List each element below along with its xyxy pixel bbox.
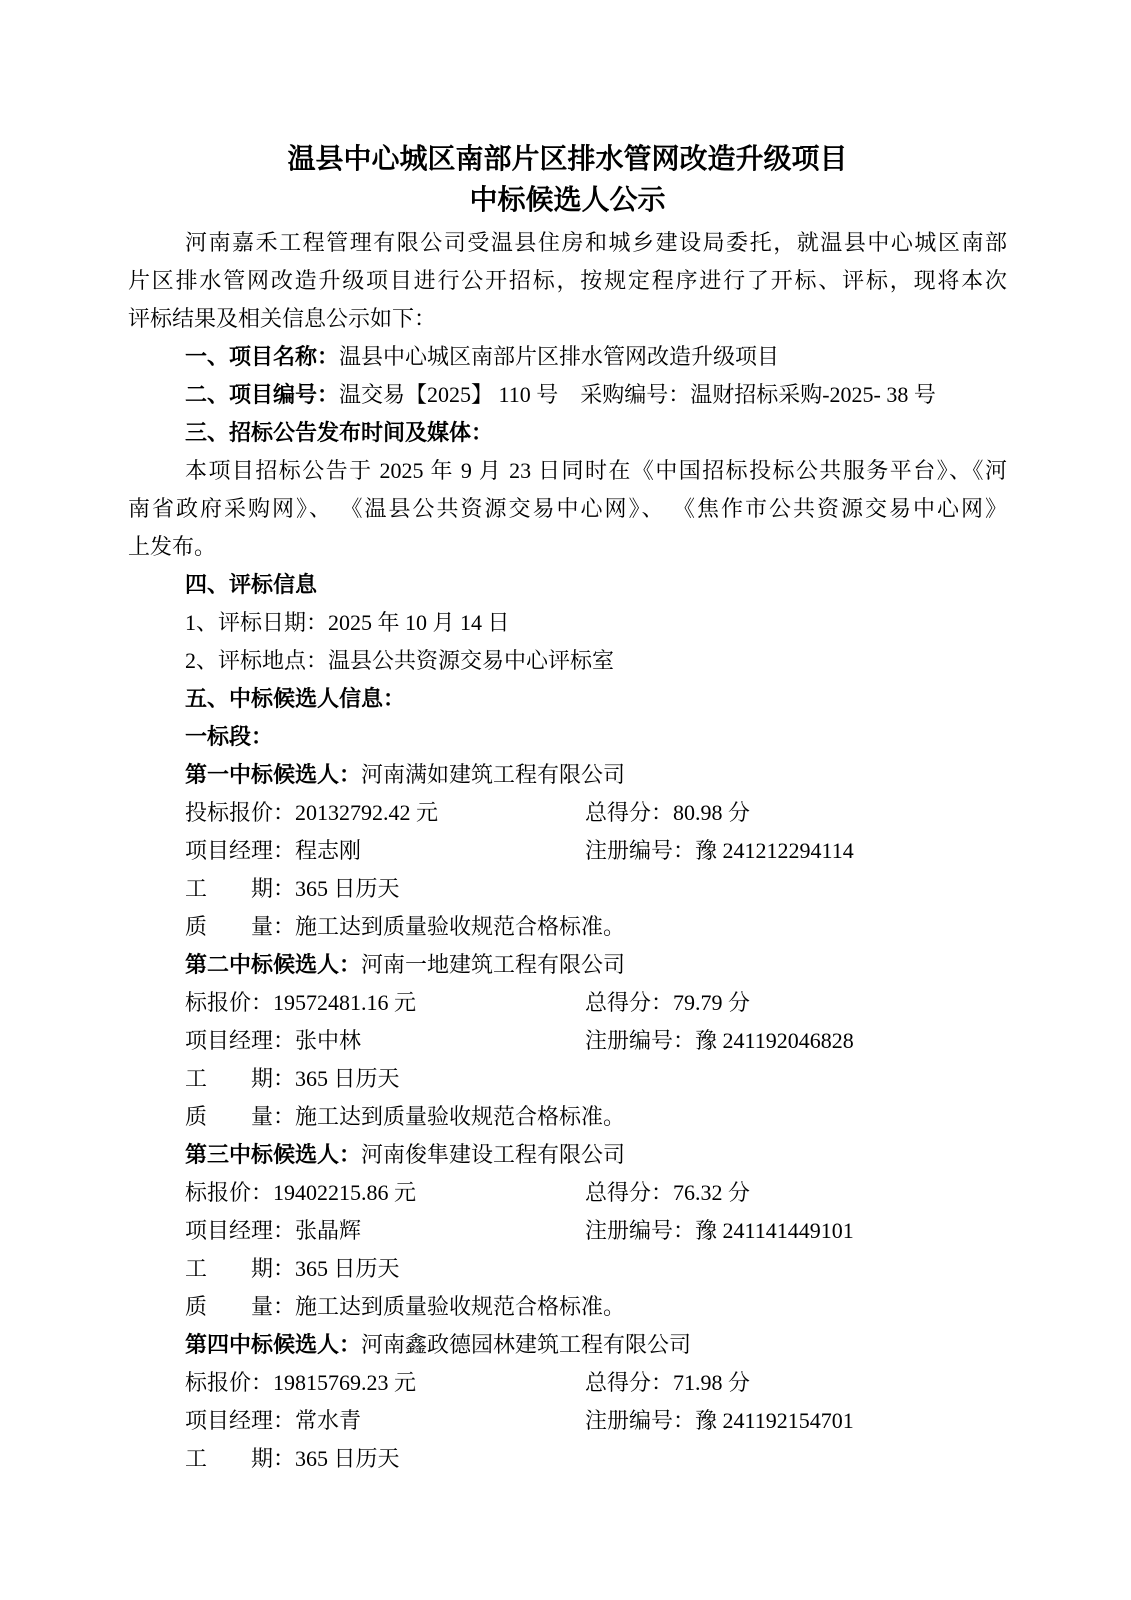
candidate-4-duration-row [128,1440,1007,1478]
price-value: 19402215.86 元 [273,1180,417,1205]
price-value: 20132792.42 元 [295,800,439,825]
registration-label: 注册编号： [585,1218,696,1243]
quality-label: 质 量： [185,1294,296,1319]
candidate-3-company: 河南俊隼建设工程有限公司 [361,1142,626,1167]
manager-value: 张晶辉 [295,1218,362,1243]
candidate-4-company: 河南鑫政德园林建筑工程有限公司 [361,1332,692,1357]
section-5-heading: 五、中标候选人信息： [185,686,406,711]
candidate-2-price-row [128,984,1007,1022]
evaluation-place: 2、评标地点：温县公共资源交易中心评标室 [185,648,615,673]
duration-label: 工 期： [185,1446,296,1471]
section-4-heading: 四、评标信息 [185,572,318,597]
candidate-1-rank-label: 第一中标候选人： [185,762,362,787]
document-body [128,224,1007,1478]
candidate-1-manager-row [128,832,1007,870]
intro-line: 河南嘉禾工程管理有限公司受温县住房和城乡建设局委托，就温县中心城区南部 [185,230,1007,255]
price-value: 19815769.23 元 [273,1370,417,1395]
evaluation-date: 1、评标日期：2025 年 10 月 14 日 [185,610,510,635]
section-1-label: 一、项目名称： [185,344,340,369]
quality-label: 质 量： [185,1104,296,1129]
section-3-heading: 三、招标公告发布时间及媒体： [185,420,494,445]
manager-value: 张中林 [295,1028,362,1053]
duration-label: 工 期： [185,1066,296,1091]
candidate-2-duration-row [128,1060,1007,1098]
score-value: 71.98 分 [673,1370,751,1395]
registration-value: 豫 241141449101 [695,1218,854,1243]
manager-value: 常水青 [295,1408,362,1433]
candidate-2-quality-row [128,1098,1007,1136]
manager-label: 项目经理： [185,838,296,863]
price-label: 投标报价： [185,800,296,825]
candidate-3-manager-row [128,1212,1007,1250]
score-label: 总得分： [585,990,674,1015]
candidate-2-rank-label: 第二中标候选人： [185,952,362,977]
announcement-line: 南省政府采购网》、 《温县公共资源交易中心网》、 《焦作市公共资源交易中心网》 [128,496,1007,521]
quality-label: 质 量： [185,914,296,939]
candidate-3-heading [128,1136,1007,1174]
section-1-project-name [128,338,1007,376]
price-label: 标报价： [185,1180,274,1205]
duration-value: 365 日历天 [295,1256,400,1281]
candidate-2-manager-row [128,1022,1007,1060]
candidate-4-rank-label: 第四中标候选人： [185,1332,362,1357]
candidate-4-price-row [128,1364,1007,1402]
candidate-2-heading [128,946,1007,984]
duration-value: 365 日历天 [295,1446,400,1471]
candidate-1-quality-row [128,908,1007,946]
candidate-1-company: 河南满如建筑工程有限公司 [361,762,626,787]
candidate-1-duration-row [128,870,1007,908]
candidate-3-duration-row [128,1250,1007,1288]
candidate-2-company: 河南一地建筑工程有限公司 [361,952,626,977]
quality-value: 施工达到质量验收规范合格标准。 [295,1294,626,1319]
candidate-4-manager-row [128,1402,1007,1440]
candidate-3-price-row [128,1174,1007,1212]
registration-label: 注册编号： [585,1408,696,1433]
registration-value: 豫 241192046828 [695,1028,854,1053]
candidate-3-rank-label: 第三中标候选人： [185,1142,362,1167]
registration-label: 注册编号： [585,1028,696,1053]
score-value: 80.98 分 [673,800,751,825]
score-label: 总得分： [585,1180,674,1205]
document-title [128,138,1007,220]
duration-value: 365 日历天 [295,876,400,901]
bid-section-label: 一标段： [185,724,274,749]
section-2-value: 温交易【2025】 110 号 采购编号：温财招标采购-2025- 38 号 [339,382,936,407]
score-label: 总得分： [585,800,674,825]
section-2-label: 二、项目编号： [185,382,340,407]
registration-label: 注册编号： [585,838,696,863]
price-label: 标报价： [185,1370,274,1395]
quality-value: 施工达到质量验收规范合格标准。 [295,1104,626,1129]
candidate-3-quality-row [128,1288,1007,1326]
score-value: 76.32 分 [673,1180,751,1205]
candidate-1-heading [128,756,1007,794]
manager-value: 程志刚 [295,838,362,863]
price-label: 标报价： [185,990,274,1015]
score-value: 79.79 分 [673,990,751,1015]
title-line-1: 温县中心城区南部片区排水管网改造升级项目 [287,143,848,174]
title-line-2: 中标候选人公示 [469,184,666,215]
manager-label: 项目经理： [185,1408,296,1433]
manager-label: 项目经理： [185,1028,296,1053]
manager-label: 项目经理： [185,1218,296,1243]
candidate-1-price-row [128,794,1007,832]
score-label: 总得分： [585,1370,674,1395]
price-value: 19572481.16 元 [273,990,417,1015]
section-1-value: 温县中心城区南部片区排水管网改造升级项目 [339,344,780,369]
duration-label: 工 期： [185,876,296,901]
announcement-line: 本项目招标公告于 2025 年 9 月 23 日同时在《中国招标投标公共服务平台》、《河 [185,458,1007,483]
intro-line: 评标结果及相关信息公示如下： [128,306,437,331]
intro-line: 片区排水管网改造升级项目进行公开招标，按规定程序进行了开标、评标，现将本次 [128,268,1007,293]
quality-value: 施工达到质量验收规范合格标准。 [295,914,626,939]
registration-value: 豫 241192154701 [695,1408,854,1433]
duration-label: 工 期： [185,1256,296,1281]
registration-value: 豫 241212294114 [695,838,854,863]
candidate-4-heading [128,1326,1007,1364]
announcement-line: 上发布。 [128,534,217,559]
section-2-project-number [128,376,1007,414]
duration-value: 365 日历天 [295,1066,400,1091]
